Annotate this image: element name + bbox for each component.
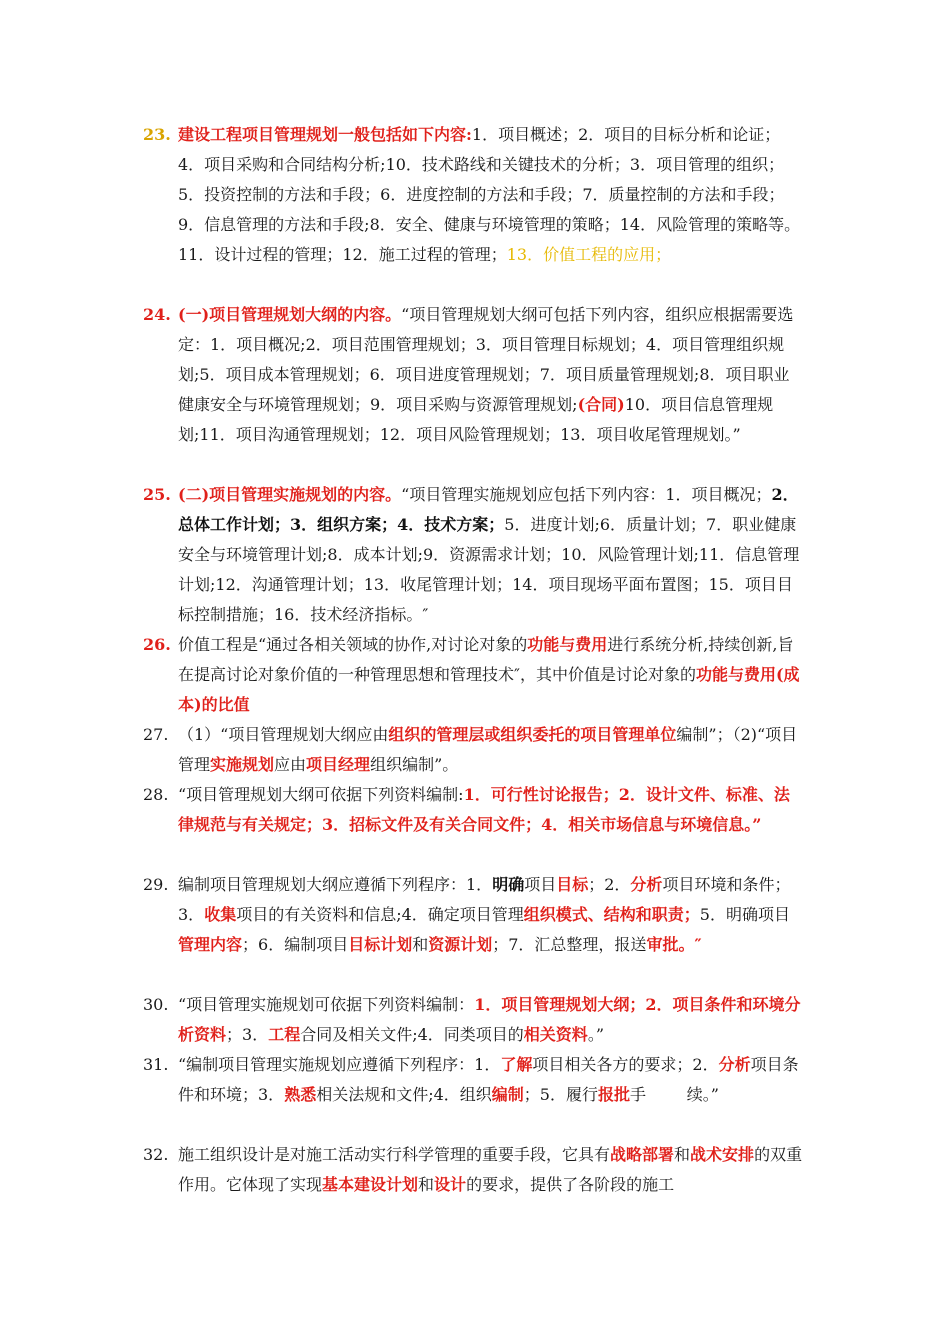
list-item-31 — [143, 1050, 803, 1110]
list-item-32 — [143, 1140, 803, 1200]
item-body: 项目 — [524, 875, 557, 894]
item-text — [178, 630, 803, 720]
list-item-24 — [143, 300, 803, 450]
item-number: 23. — [143, 125, 171, 144]
item-body: ；7．汇总整理，报送 — [492, 935, 647, 954]
item-body: （1）“项目管理规划大纲应由 — [178, 725, 389, 744]
item-text — [178, 1050, 803, 1110]
item-text — [178, 480, 803, 630]
item-highlight: 熟悉 — [284, 1085, 317, 1104]
item-body: 相关法规和文件;4．组织 — [316, 1085, 492, 1104]
item-highlight: 战略部署 — [610, 1145, 675, 1164]
list-item-27 — [143, 720, 803, 780]
item-body: ；6．编制项目 — [242, 935, 349, 954]
item-highlight: 编制 — [491, 1085, 524, 1104]
item-body: 手 续。” — [630, 1085, 719, 1104]
item-highlight: 分析 — [718, 1055, 751, 1074]
item-body: 和 — [412, 935, 429, 954]
item-body: 10．项目信息管理规划;11．项目沟通管理规划；12．项目风险管理规划；13．项目收尾管理规划。” — [178, 395, 774, 444]
item-body: 。” — [587, 1025, 604, 1044]
item-highlight: 管理内容 — [178, 935, 243, 954]
item-body: “项目管理实施规划应包括下列内容：1．项目概况； — [401, 485, 772, 504]
item-text — [178, 780, 803, 840]
list-item-28 — [143, 780, 803, 840]
item-body: 和 — [674, 1145, 691, 1164]
item-text — [178, 870, 803, 960]
item-text — [178, 120, 803, 270]
item-highlight: 基本建设计划 — [322, 1175, 419, 1194]
list-item-30 — [143, 990, 803, 1050]
list-item-29 — [143, 870, 803, 960]
item-body: “项目管理实施规划可依据下列资料编制： — [178, 995, 475, 1014]
item-highlight: 相关资料 — [523, 1025, 588, 1044]
item-highlight: 资源计划 — [428, 935, 493, 954]
item-body: “项目管理规划大纲可依据下列资料编制: — [178, 785, 464, 804]
item-highlight: 功能与费用(成本)的比值 — [178, 665, 800, 714]
item-body: 项目的有关资料和信息;4．确定项目管理 — [236, 905, 524, 924]
item-highlight: 实施规划 — [210, 755, 275, 774]
item-number: 31. — [143, 1055, 169, 1074]
item-body: 项目环境和条件；3． — [178, 875, 791, 924]
item-body: 5．明确项目 — [699, 905, 790, 924]
item-number: 30. — [143, 995, 169, 1014]
item-body: 施工组织设计是对施工活动实行科学管理的重要手段，它具有 — [178, 1145, 611, 1164]
item-highlight: 目标 — [556, 875, 589, 894]
item-highlight: 分析 — [630, 875, 663, 894]
item-number: 28. — [143, 785, 169, 804]
item-body: 的双重作用。它体现了实现 — [178, 1145, 803, 1194]
item-text — [178, 1140, 803, 1200]
item-highlight: 目标计划 — [348, 935, 413, 954]
item-body: ；5．履行 — [523, 1085, 598, 1104]
item-body: 合同及相关文件;4．同类项目的 — [300, 1025, 524, 1044]
item-body: “项目管理规划大纲可包括下列内容，组织应根据需要选定：1．项目概况;2．项目范围管理规划；3．项目管理目标规划；4．项目管理组织规划;5．项目成本管理规划；6．项目进度管理规划；7．项目质量管理规划;8．项目职业健康安全与环境管理规划；9．项目采购与资源管理规划; — [178, 305, 794, 414]
list-item-25 — [143, 480, 803, 630]
item-body: ；3． — [226, 1025, 269, 1044]
item-body: 编制项目管理规划大纲应遵循下列程序：1． — [178, 875, 493, 894]
list-item-23 — [143, 120, 803, 270]
item-number: 25. — [143, 485, 171, 504]
item-number: 24. — [143, 305, 171, 324]
item-highlight: 报批 — [597, 1085, 630, 1104]
item-highlight: (合同) — [577, 395, 625, 414]
item-text — [178, 720, 803, 780]
item-highlight: 审批。″ — [646, 935, 702, 954]
item-body: 组织编制”。 — [370, 755, 459, 774]
item-body: “编制项目管理实施规划应遵循下列程序：1． — [178, 1055, 501, 1074]
item-highlight: 功能与费用 — [527, 635, 608, 654]
item-body: 项目相关各方的要求；2． — [532, 1055, 719, 1074]
item-text — [178, 300, 803, 450]
item-heading: 建设工程项目管理规划一般包括如下内容: — [178, 125, 472, 144]
item-body: 5．进度计划;6．质量计划；7．职业健康安全与环境管理计划;8．成本计划;9．资源需求计划；10．风险管理计划;11．信息管理计划;12．沟通管理计划；13．收尾管理计划；14．项目现场平面布置图；15．项目目标控制措施；16．技术经济指标。″ — [178, 515, 800, 624]
item-body: 的要求，提供了各阶段的施工 — [466, 1175, 675, 1194]
item-number: 26. — [143, 635, 171, 654]
item-text — [178, 990, 803, 1050]
item-highlight: 1．可行性讨论报告；2．设计文件、标准、法律规范与有关规定；3．招标文件及有关合同文件；4．相关市场信息与环境信息。” — [178, 785, 790, 834]
item-bold: 2．总体工作计划；3．组织方案；4．技术方案； — [178, 485, 799, 534]
item-body: 1．项目概述；2．项目的目标分析和论证；4．项目采购和合同结构分析;10．技术路线和关键技术的分析；3．项目管理的组织；5．投资控制的方法和手段；6．进度控制的方法和手段；7．质量控制的方法和手段；9．信息管理的方法和手段;8．安全、健康与环境管理的策略；14．风险管理的策略等。11．设计过程的管理；12．施工过程的管理； — [178, 125, 801, 264]
item-highlight: 组织模式、结构和职责； — [523, 905, 700, 924]
item-highlight: 了解 — [500, 1055, 533, 1074]
item-highlight: 战术安排 — [690, 1145, 755, 1164]
item-body: 编制”；（2)“项目管理 — [178, 725, 798, 774]
item-bold: 明确 — [492, 875, 525, 894]
item-highlight: 收集 — [204, 905, 237, 924]
item-highlight: 组织的管理层或组织委托的项目管理单位 — [388, 725, 677, 744]
item-number: 27. — [143, 725, 169, 744]
item-heading: (一)项目管理规划大纲的内容。 — [178, 305, 402, 324]
item-highlight: 工程 — [268, 1025, 301, 1044]
item-number: 32. — [143, 1145, 169, 1164]
item-body: 进行系统分析,持续创新,旨在提高讨论对象价值的一种管理思想和管理技术″，其中价值是讨论对象的 — [178, 635, 794, 684]
item-highlight: 设计 — [434, 1175, 467, 1194]
item-highlight: 1．项目管理规划大纲；2．项目条件和环境分析资料 — [178, 995, 801, 1044]
item-body: ；2． — [588, 875, 631, 894]
item-heading: (二)项目管理实施规划的内容。 — [178, 485, 402, 504]
list-item-26 — [143, 630, 803, 720]
item-body: 价值工程是“通过各相关领域的协作,对讨论对象的 — [178, 635, 528, 654]
item-body: 应由 — [274, 755, 307, 774]
item-highlight: 项目经理 — [306, 755, 371, 774]
item-body: 项目条件和环境；3． — [178, 1055, 799, 1104]
item-highlight: 13．价值工程的应用； — [506, 245, 672, 264]
item-body: 和 — [418, 1175, 435, 1194]
item-number: 29. — [143, 875, 169, 894]
